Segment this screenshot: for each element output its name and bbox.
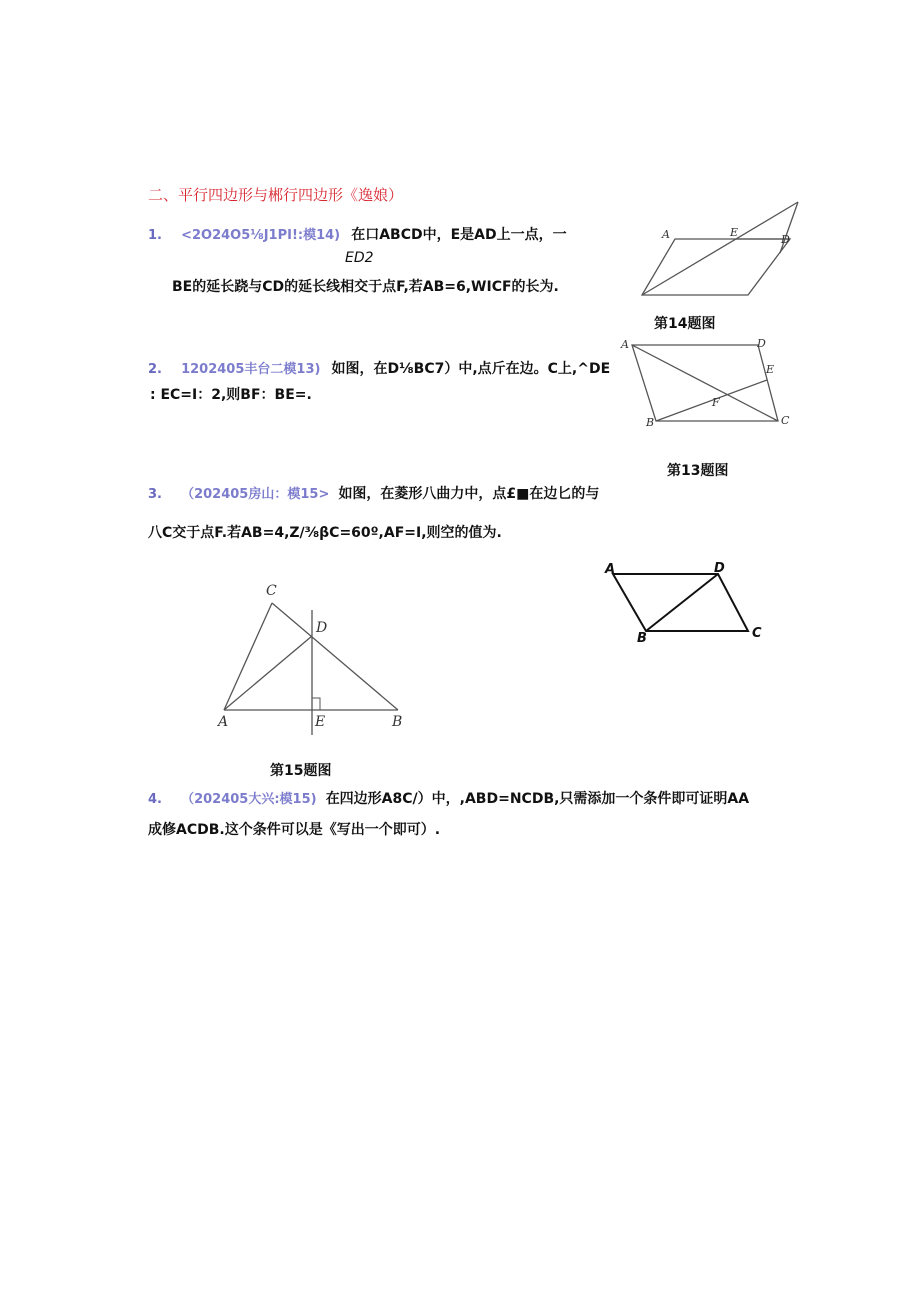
question-text: 在四边形A8C/）中，,ABD=NCDB,只需添加一个条件即可证明AA (325, 791, 750, 807)
question-source: （202405房山：模15> (181, 487, 330, 502)
question-4-line-1 (148, 788, 749, 808)
figure-13-label-b: B (646, 416, 655, 429)
question-text: : EC=I：2,则BF：BE=. (150, 387, 312, 403)
figure-13-label-c: C (781, 414, 790, 427)
question-number: 2. (148, 362, 162, 377)
figure-14-label-e: E (730, 226, 739, 239)
question-text: 在口ABCD中，E是AD上一点，一 (351, 227, 567, 243)
figure-q4-label-d: D (714, 561, 725, 576)
question-number: 4. (148, 792, 162, 807)
question-text: 成修ACDB.这个条件可以是《写出一个即可）. (148, 822, 441, 838)
figure-13-label-e: E (766, 363, 775, 376)
question-source: 1202405丰台二模13) (181, 362, 321, 377)
fraction-text: ED2 (345, 250, 374, 266)
figure-14-label-a: A (662, 228, 670, 241)
figure-q4-label-a: A (605, 562, 616, 577)
question-number: 3. (148, 487, 162, 502)
figure-14-label-d: D (781, 233, 790, 246)
question-number: 1. (148, 228, 162, 243)
figure-15-label-b: B (392, 714, 403, 730)
figure-13-label-d: D (757, 337, 766, 350)
question-source: （202405大兴:模15) (181, 792, 317, 807)
figure-13-caption: 第13题图 (667, 463, 729, 479)
question-text: 如图，在菱形八曲力中，点£■在边匕的与 (338, 486, 600, 502)
figure-15-label-a: A (218, 714, 229, 730)
section-title: 二、平行四边形与郴行四边形《逸娘） (148, 186, 404, 204)
question-3-line-1 (148, 483, 599, 503)
figure-15-label-e: E (315, 714, 326, 730)
question-text: BE的延长跷与CD的延长线相交于点F,若AB=6,WICF的长为. (172, 279, 559, 295)
figure-q4-label-c: C (752, 626, 762, 641)
figure-14-caption: 第14题图 (654, 316, 716, 332)
question-source: <2O24O5⅛J1PI!:模14) (181, 228, 341, 243)
question-2-line-1 (148, 358, 610, 378)
question-text: 如图，在D⅛BC7）中,点斤在边。C上,^DE (331, 361, 611, 377)
figure-13-label-a: A (621, 338, 629, 351)
figure-15-label-d: D (316, 620, 328, 636)
figure-q4-label-b: B (637, 631, 647, 646)
figure-13-label-f: F (712, 396, 720, 409)
figure-15-label-c: C (266, 583, 277, 599)
question-text: 八C交于点F.若AB=4,Z∕⅜βC=60º,AF=I,则空的值为. (148, 525, 502, 541)
figure-14-parallelogram (620, 195, 810, 305)
question-1-line-1 (148, 224, 567, 244)
figure-15-caption: 第15题图 (270, 763, 332, 779)
